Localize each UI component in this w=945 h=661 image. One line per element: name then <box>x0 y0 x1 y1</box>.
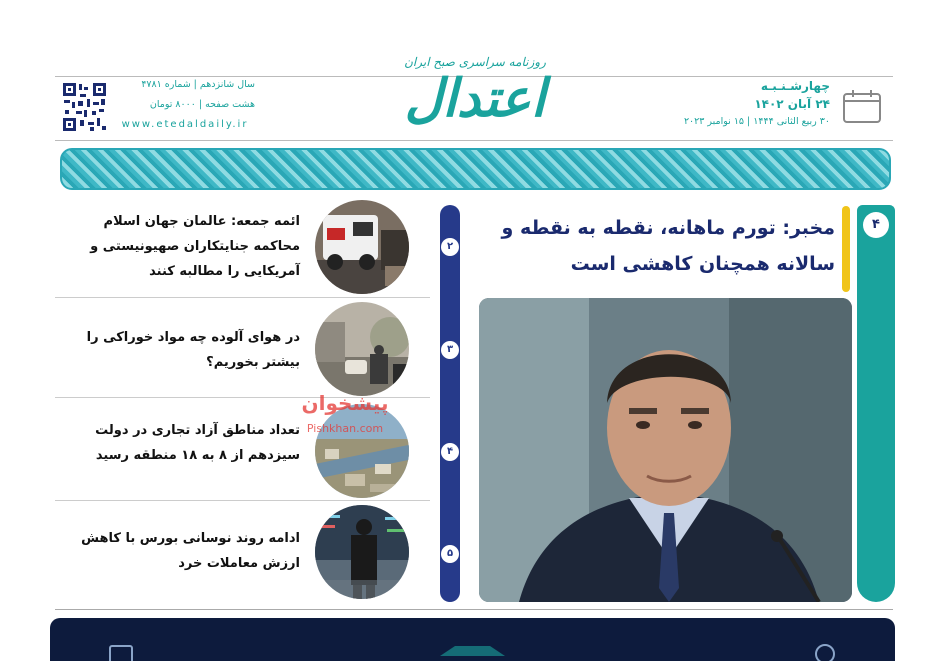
date-other: ۳۰ ربیع الثانی ۱۴۴۴ | ۱۵ نوامبر ۲۰۲۳ <box>683 116 830 127</box>
issue-info <box>115 79 255 139</box>
camera-icon <box>816 645 834 661</box>
masthead-logo[interactable] <box>375 55 575 140</box>
main-story-strip <box>857 205 895 602</box>
side-story-headline[interactable]: تعداد مناطق آزاد تجاری در دولت سیزدهم از ۸ به ۱۸ منطقه رسید <box>95 423 300 463</box>
pages-price: هشت صفحه | ۸۰۰۰ تومان <box>149 99 255 110</box>
next-section-bar <box>50 618 895 661</box>
side-story-headline[interactable]: ائمه جمعه: عالمان جهان اسلام محاکمه جنایتکاران صهیونیستی و آمریکایی را مطالبه کنند <box>90 214 300 279</box>
page-index-strip <box>440 205 460 602</box>
side-story-headline[interactable]: ادامه روند نوسانی بورس با کاهش ارزش معاملات خرد <box>81 531 300 571</box>
date-persian: ۲۴ آبان ۱۴۰۲ <box>754 97 830 111</box>
date-block <box>670 79 830 127</box>
side-story-photo[interactable] <box>313 198 411 296</box>
page-number-badge: ۲ <box>441 238 459 256</box>
main-headline[interactable]: مخبر: تورم ماهانه، نقطه به نقطه و سالانه همچنان کاهشی است <box>501 217 835 275</box>
logo-title: اعتدال <box>404 68 546 129</box>
logo-tagline: روزنامه سراسری صبح ایران <box>404 55 546 69</box>
weekday: چهارشـنـبـه <box>760 79 830 93</box>
calendar-icon <box>842 88 882 124</box>
document-icon <box>110 646 132 661</box>
year-issue: سال شانزدهم | شماره ۴۷۸۱ <box>141 79 255 90</box>
decorative-banner <box>60 148 891 190</box>
side-story-photo[interactable] <box>313 503 411 601</box>
main-story-page-number: ۴ <box>863 212 889 238</box>
main-story-photo[interactable] <box>479 298 852 602</box>
watermark-name: پیشخوان <box>301 391 389 415</box>
story-divider <box>55 500 430 501</box>
page-number-badge: ۴ <box>441 443 459 461</box>
story-divider <box>55 297 430 298</box>
website-link[interactable]: www.etedaldaily.ir <box>121 119 249 130</box>
page-number-badge: ۵ <box>441 545 459 563</box>
page-number-badge: ۳ <box>441 341 459 359</box>
headline-accent-bar <box>842 206 850 292</box>
qr-code <box>62 82 107 132</box>
pishkhan-watermark <box>295 368 395 438</box>
side-story-headline[interactable]: در هوای آلوده چه مواد خوراکی را بیشتر بخوریم؟ <box>86 330 300 370</box>
footer-rule <box>55 609 893 610</box>
header-bottom-rule <box>55 140 893 141</box>
watermark-url: Pishkhan.com <box>306 422 384 435</box>
